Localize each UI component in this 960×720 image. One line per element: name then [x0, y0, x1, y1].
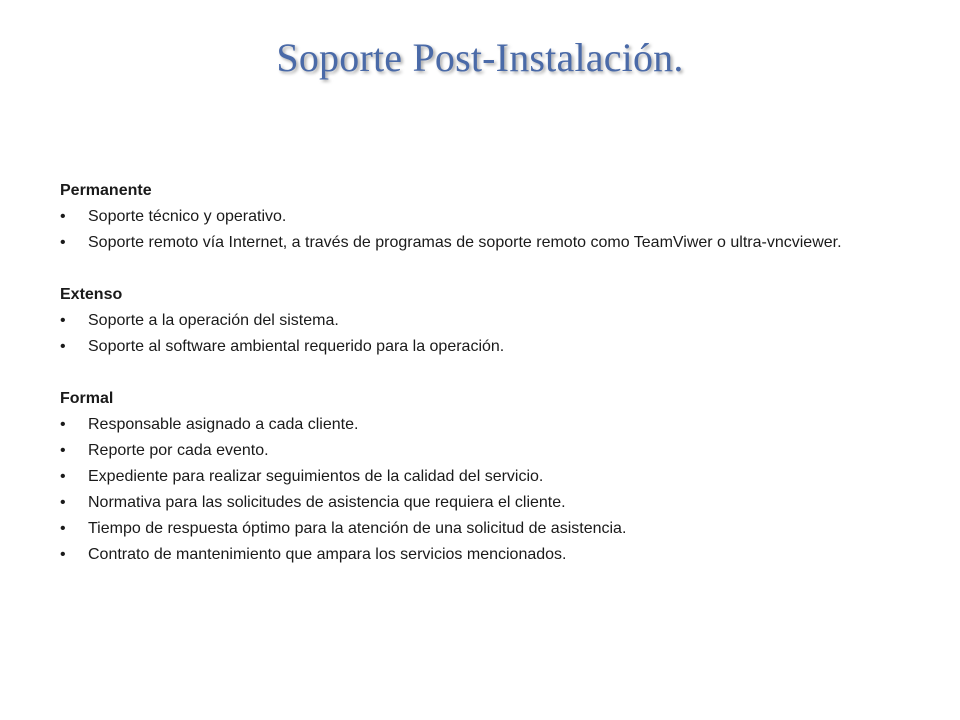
bullet-list	[60, 412, 866, 568]
bullet-icon: •	[60, 312, 66, 329]
bullet-icon: •	[60, 234, 66, 251]
slide-content	[60, 178, 866, 594]
list-item	[60, 334, 866, 360]
bullet-icon: •	[60, 208, 66, 225]
list-item	[60, 204, 866, 230]
bullet-icon: •	[60, 468, 66, 485]
list-item	[60, 490, 866, 516]
list-item-text: Soporte remoto vía Internet, a través de programas de soporte remoto como TeamViwer o ultra-vncviewer.	[88, 234, 842, 251]
list-item	[60, 516, 866, 542]
bullet-icon: •	[60, 338, 66, 355]
list-item	[60, 308, 866, 334]
list-item-text: Soporte técnico y operativo.	[88, 208, 287, 225]
list-item-text: Soporte al software ambiental requerido para la operación.	[88, 338, 505, 355]
section-formal	[60, 386, 866, 568]
list-item-text: Normativa para las solicitudes de asistencia que requiera el cliente.	[88, 494, 566, 511]
section-extenso	[60, 282, 866, 360]
list-item	[60, 464, 866, 490]
bullet-list	[60, 308, 866, 360]
section-heading: Extenso	[60, 286, 123, 303]
list-item-text: Tiempo de respuesta óptimo para la atención de una solicitud de asistencia.	[88, 520, 627, 537]
bullet-list	[60, 204, 866, 256]
list-item	[60, 542, 866, 568]
section-heading: Permanente	[60, 182, 152, 199]
bullet-icon: •	[60, 416, 66, 433]
bullet-icon: •	[60, 520, 66, 537]
slide-title: Soporte Post-Instalación.	[276, 35, 684, 80]
list-item-text: Expediente para realizar seguimientos de la calidad del servicio.	[88, 468, 544, 485]
bullet-icon: •	[60, 494, 66, 511]
list-item-text: Reporte por cada evento.	[88, 442, 269, 459]
list-item	[60, 230, 866, 256]
bullet-icon: •	[60, 546, 66, 563]
list-item-text: Soporte a la operación del sistema.	[88, 312, 339, 329]
list-item	[60, 438, 866, 464]
section-heading: Formal	[60, 390, 114, 407]
list-item-text: Contrato de mantenimiento que ampara los servicios mencionados.	[88, 546, 567, 563]
list-item-text: Responsable asignado a cada cliente.	[88, 416, 359, 433]
bullet-icon: •	[60, 442, 66, 459]
section-permanente	[60, 178, 866, 256]
list-item	[60, 412, 866, 438]
